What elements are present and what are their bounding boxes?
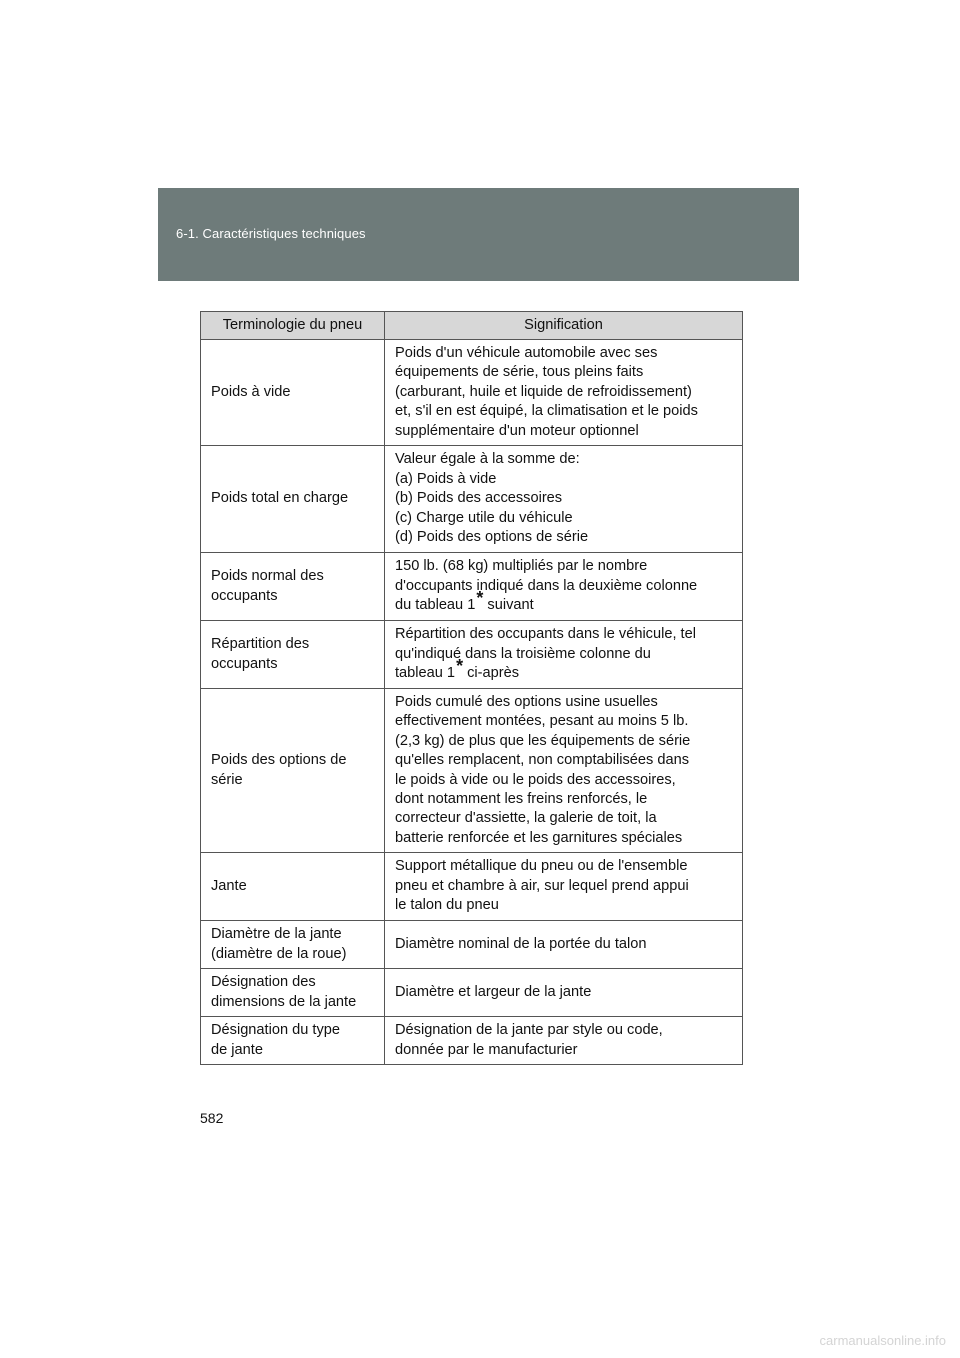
definition-cell (385, 446, 743, 553)
term-cell (201, 853, 385, 921)
term-cell (201, 553, 385, 621)
definition-line: qu'elles remplacent, non comptabilisées dans (395, 752, 690, 769)
definition-line: (a) Poids à vide (395, 470, 497, 487)
term-line: occupants (211, 587, 278, 604)
term-cell (201, 446, 385, 553)
column-header-term: Terminologie du pneu (201, 312, 385, 340)
tire-terminology-table (200, 311, 743, 1065)
definition-line: 150 lb. (68 kg) multipliés par le nombre (395, 558, 648, 575)
definition-line: qu'indiqué dans la troisième colonne du (395, 645, 651, 662)
definition-cell (385, 340, 743, 446)
definition-line: le talon du pneu (395, 897, 499, 914)
definition-line: le poids à vide ou le poids des accessoires, (395, 771, 676, 788)
table-row (201, 853, 743, 921)
footnote-asterisk: * (476, 588, 484, 609)
definition-line: d'occupants indiqué dans la deuxième colonne (395, 577, 698, 594)
definition-line: Valeur égale à la somme de: (395, 451, 580, 468)
table-row (201, 446, 743, 553)
term-cell (201, 969, 385, 1017)
definition-cell (385, 621, 743, 689)
definition-line: (2,3 kg) de plus que les équipements de série (395, 732, 691, 749)
definition-line: Support métallique du pneu ou de l'ensemble (395, 858, 688, 875)
definition-line: batterie renforcée et les garnitures spéciales (395, 829, 683, 846)
term-line: Jante (211, 877, 247, 894)
table-row (201, 921, 743, 969)
term-line: de jante (211, 1041, 263, 1058)
term-cell (201, 621, 385, 689)
definition-cell (385, 969, 743, 1017)
definition-cell (385, 1017, 743, 1065)
term-line: Poids des options de (211, 752, 347, 769)
definition-line: Poids cumulé des options usine usuelles (395, 693, 658, 710)
definition-text: suivant (483, 597, 534, 614)
definition-line: donnée par le manufacturier (395, 1041, 578, 1058)
definition-cell (385, 689, 743, 853)
table-row (201, 340, 743, 446)
term-cell (201, 921, 385, 969)
term-line: Répartition des (211, 636, 310, 653)
definition-line: Diamètre nominal de la portée du talon (395, 935, 647, 952)
table-row (201, 969, 743, 1017)
page-number: 582 (200, 1110, 224, 1126)
definition-line: dont notamment les freins renforcés, le (395, 790, 648, 807)
definition-cell (385, 553, 743, 621)
definition-line: (d) Poids des options de série (395, 529, 589, 546)
definition-line (395, 656, 732, 683)
definition-line (395, 588, 732, 615)
definition-line: Désignation de la jante par style ou code, (395, 1022, 663, 1039)
term-line: Poids à vide (211, 383, 291, 400)
definition-line: équipements de série, tous pleins faits (395, 364, 644, 381)
term-line: Diamètre de la jante (211, 926, 342, 943)
column-header-meaning: Signification (385, 312, 743, 340)
term-line: Poids total en charge (211, 490, 349, 507)
table-header-row (201, 312, 743, 340)
watermark: carmanualsonline.info (819, 1333, 946, 1348)
term-cell (201, 689, 385, 853)
definition-line: pneu et chambre à air, sur lequel prend appui (395, 877, 689, 894)
definition-line: et, s'il en est équipé, la climatisation et le poids (395, 403, 698, 420)
definition-line: (carburant, huile et liquide de refroidissement) (395, 383, 692, 400)
definition-line: supplémentaire d'un moteur optionnel (395, 422, 639, 439)
definition-line: Poids d'un véhicule automobile avec ses (395, 344, 658, 361)
term-line: série (211, 771, 243, 788)
term-line: Désignation du type (211, 1022, 340, 1039)
term-line: (diamètre de la roue) (211, 945, 347, 962)
definition-line: effectivement montées, pesant au moins 5 lb. (395, 713, 689, 730)
definition-line: correcteur d'assiette, la galerie de toit, la (395, 810, 657, 827)
term-line: dimensions de la jante (211, 993, 357, 1010)
definition-text: ci-après (463, 665, 520, 682)
definition-text: tableau 1 (395, 665, 456, 682)
table-row (201, 1017, 743, 1065)
definition-text: du tableau 1 (395, 597, 476, 614)
table-row (201, 553, 743, 621)
footnote-asterisk: * (456, 656, 464, 677)
term-cell (201, 340, 385, 446)
section-header-band (158, 188, 799, 281)
definition-line: (c) Charge utile du véhicule (395, 509, 573, 526)
section-title: 6-1. Caractéristiques techniques (176, 226, 366, 241)
term-line: occupants (211, 655, 278, 672)
table-row (201, 621, 743, 689)
term-line: Poids normal des (211, 568, 324, 585)
term-line: Désignation des (211, 974, 316, 991)
definition-line: (b) Poids des accessoires (395, 490, 563, 507)
table-row (201, 689, 743, 853)
definition-line: Répartition des occupants dans le véhicule, tel (395, 626, 696, 643)
definition-cell (385, 921, 743, 969)
definition-line: Diamètre et largeur de la jante (395, 983, 592, 1000)
term-cell (201, 1017, 385, 1065)
definition-cell (385, 853, 743, 921)
